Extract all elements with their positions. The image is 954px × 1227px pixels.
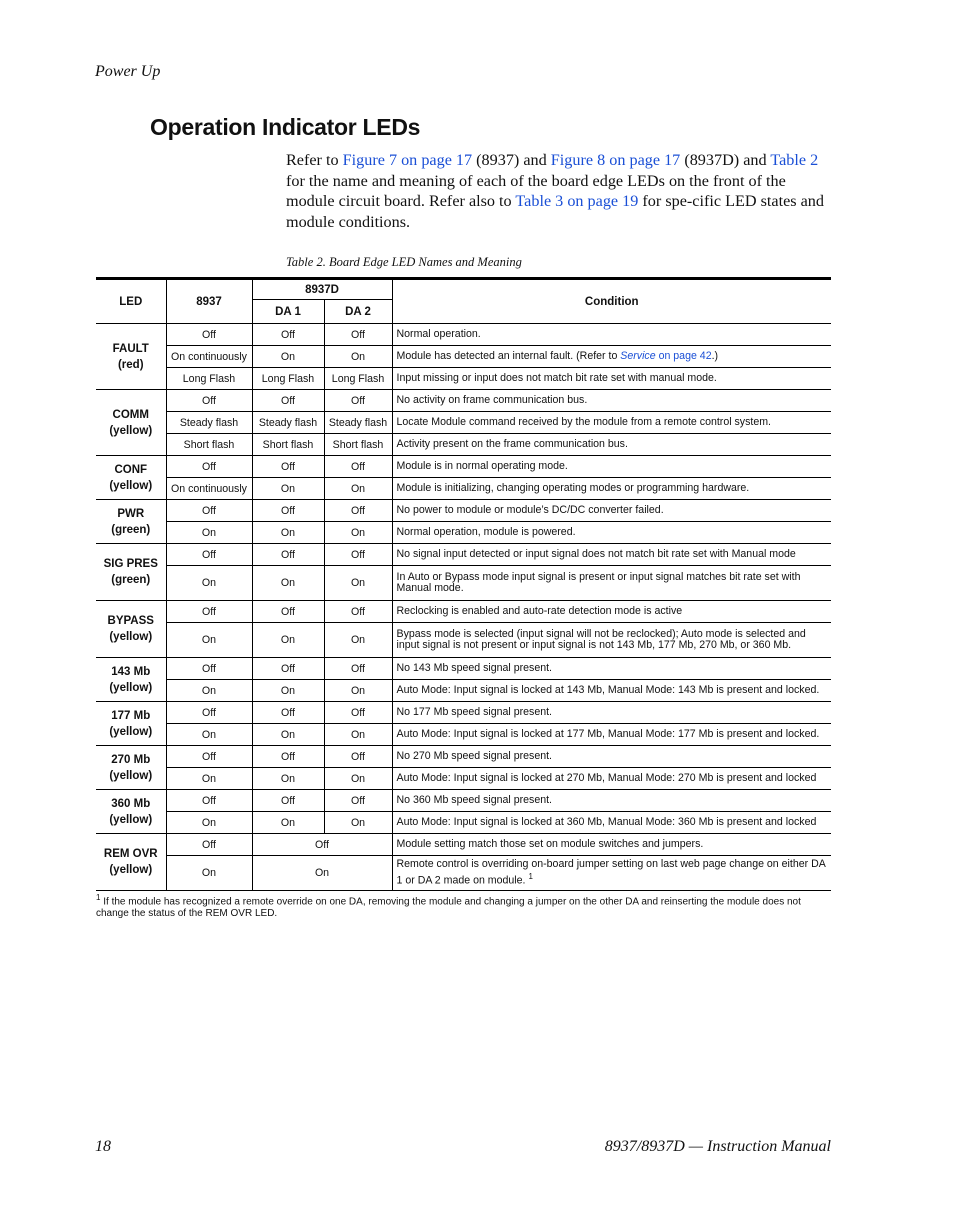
state-da1: Off [252,544,324,566]
led-name: COMM [112,408,149,421]
state-da2: Off [324,746,392,768]
led-name: 360 Mb [111,797,151,810]
condition-text: Locate Module command received by the module from a remote control system. [396,415,772,428]
table-row [96,324,831,346]
condition-cell [392,790,831,812]
state-8937: On [166,623,252,658]
table-row [96,812,831,834]
led-name-cell [96,544,166,601]
table-row [96,658,831,680]
state-da1: Long Flash [252,368,324,390]
led-name-cell [96,456,166,500]
state-da1: Steady flash [252,412,324,434]
state-8937: Long Flash [166,368,252,390]
condition-cell [392,724,831,746]
link-figure-8[interactable]: Figure 8 on page 17 [550,151,681,169]
condition-text: Module has detected an internal fault. (Refer to [396,349,621,362]
section-title: Operation Indicator LEDs [150,114,421,140]
state-8937: On continuously [166,346,252,368]
condition-text: Input missing or input does not match bit rate set with manual mode. [396,371,717,384]
state-da1: On [252,478,324,500]
condition-cell [392,544,831,566]
condition-text: Auto Mode: Input signal is locked at 360 Mb, Manual Mode: 360 Mb is present and locked [396,815,817,828]
condition-cell [392,680,831,702]
intro-paragraph [286,150,831,232]
table-row [96,724,831,746]
condition-text: Module setting match those set on module switches and jumpers. [396,837,704,850]
condition-cell [392,522,831,544]
state-8937: Off [166,601,252,623]
condition-cell [392,478,831,500]
led-color: (yellow) [109,479,153,492]
footnote [96,892,831,920]
table-row [96,500,831,522]
table-row [96,601,831,623]
led-name: FAULT [112,342,149,355]
condition-cell [392,623,831,658]
led-color: (green) [111,523,151,536]
condition-cell [392,812,831,834]
table-row [96,368,831,390]
condition-text: No 143 Mb speed signal present. [396,661,552,674]
state-da1: Short flash [252,434,324,456]
intro-text-5: for spe-cific LED states and module conditions. [286,192,824,231]
led-name-cell [96,790,166,834]
table-row [96,623,831,658]
state-da2: Long Flash [324,368,392,390]
led-name-cell [96,601,166,658]
condition-text: In Auto or Bypass mode input signal is present or input signal matches bit rate set with Manual mode. [396,570,801,594]
state-8937: On [166,724,252,746]
state-8937: Off [166,390,252,412]
table-row [96,566,831,601]
state-8937: Off [166,500,252,522]
condition-cell [392,746,831,768]
header-condition: Condition [392,279,831,324]
led-name: 177 Mb [111,709,151,722]
link-page-42[interactable]: on page 42 [655,349,712,362]
table-row [96,680,831,702]
state-da2: Off [324,790,392,812]
led-name-cell [96,702,166,746]
state-8937: On [166,522,252,544]
state-da2: On [324,346,392,368]
led-color: (yellow) [109,725,153,738]
state-da2: On [324,812,392,834]
state-da2: Off [324,456,392,478]
state-da2: Steady flash [324,412,392,434]
state-8937: Off [166,658,252,680]
led-name-cell [96,834,166,891]
condition-text: Auto Mode: Input signal is locked at 270 Mb, Manual Mode: 270 Mb is present and locked [396,771,817,784]
state-da2: On [324,724,392,746]
link-figure-7[interactable]: Figure 7 on page 17 [342,151,473,169]
condition-cell [392,368,831,390]
led-name-cell [96,658,166,702]
condition-cell [392,346,831,368]
condition-text: Auto Mode: Input signal is locked at 177 Mb, Manual Mode: 177 Mb is present and locked. [396,727,820,740]
manual-title: 8937/8937D — Instruction Manual [604,1138,831,1155]
state-8937: Off [166,746,252,768]
condition-text: Activity present on the frame communication bus. [396,437,628,450]
state-da2: On [324,566,392,601]
state-8937: On [166,566,252,601]
page-number: 18 [95,1138,111,1155]
intro-text-3: (8937D) and [680,151,771,169]
state-da1: On [252,724,324,746]
state-da1: On [252,623,324,658]
led-color: (yellow) [109,864,153,876]
led-name: SIG PRES [103,558,158,570]
state-8937: Off [166,790,252,812]
table-row [96,746,831,768]
state-8937: On [166,768,252,790]
state-8937: On continuously [166,478,252,500]
condition-cell [392,702,831,724]
state-da1: On [252,566,324,601]
condition-cell [392,324,831,346]
table-row [96,412,831,434]
intro-text-2: (8937) and [472,151,551,169]
condition-cell [392,658,831,680]
header-da1: DA 1 [252,300,324,324]
state-8937: On [166,812,252,834]
state-da2: On [324,522,392,544]
condition-text: No 177 Mb speed signal present. [396,705,552,718]
state-8937: Off [166,456,252,478]
led-name: BYPASS [107,615,154,627]
state-da1: On [252,812,324,834]
state-da2: Off [324,324,392,346]
table-row [96,702,831,724]
state-da1: On [252,680,324,702]
state-da2: Off [324,601,392,623]
led-color: (yellow) [109,681,153,694]
state-da1: Off [252,456,324,478]
header-8937d: 8937D [252,279,392,300]
condition-cell [392,456,831,478]
condition-text-end: .) [711,349,719,362]
led-name-cell [96,324,166,390]
condition-text: Auto Mode: Input signal is locked at 143 Mb, Manual Mode: 143 Mb is present and locked. [396,683,820,696]
state-da2: Off [324,544,392,566]
state-da2: Off [324,500,392,522]
led-name: CONF [114,463,148,476]
table-caption: Table 2. Board Edge LED Names and Meaning [286,255,522,269]
condition-cell [392,834,831,856]
state-8937: Off [166,834,252,856]
condition-text: Module is initializing, changing operating modes or programming hardware. [396,481,750,494]
state-da1: Off [252,658,324,680]
state-da2: On [324,680,392,702]
table-row [96,768,831,790]
header-8937: 8937 [166,279,252,324]
state-da2: On [324,623,392,658]
condition-cell [392,856,831,891]
intro-text-1: Refer to [286,151,343,169]
table-row [96,544,831,566]
led-name: 270 Mb [111,753,151,766]
state-da1: Off [252,702,324,724]
state-da2: On [324,478,392,500]
condition-text: Reclocking is enabled and auto-rate detection mode is active [396,604,683,617]
led-color: (red) [117,358,144,371]
state-8937: Steady flash [166,412,252,434]
state-da2: On [324,768,392,790]
state-8937d: Off [252,834,392,856]
state-8937: On [166,680,252,702]
condition-cell [392,434,831,456]
condition-cell [392,500,831,522]
table-row [96,456,831,478]
condition-text: No 360 Mb speed signal present. [396,793,552,806]
led-name: REM OVR [103,848,158,860]
state-da1: On [252,346,324,368]
state-8937: Off [166,544,252,566]
state-8937: Off [166,702,252,724]
state-8937: Short flash [166,434,252,456]
footnote-marker: 1 [96,893,101,902]
state-da1: Off [252,790,324,812]
led-name: 143 Mb [111,665,151,678]
state-8937: On [166,856,252,891]
led-color: (yellow) [109,769,153,782]
condition-cell [392,566,831,601]
table-row [96,834,831,856]
led-name: PWR [117,507,145,520]
table-row [96,478,831,500]
state-da2: Off [324,658,392,680]
condition-cell [392,768,831,790]
state-da1: Off [252,601,324,623]
condition-text: Remote control is overriding on-board jumper setting on last web page change on either DA 1 or DA 2 made on module. [396,858,826,887]
link-table-3[interactable]: Table 3 on page 19 [515,192,639,210]
table-row [96,346,831,368]
state-8937: Off [166,324,252,346]
intro-text-4: for the name and meaning of each of the board edge LEDs on the front of the module circuit board. Refer also to [286,171,786,210]
condition-text: No power to module or module’s DC/DC converter failed. [396,503,664,516]
table-row [96,522,831,544]
footnote-text: If the module has recognized a remote override on one DA, removing the module and changing a jumper on the other DA and reinserting the module does not change the status of the REM OVR LED. [96,896,801,920]
condition-cell [392,390,831,412]
led-name-cell [96,500,166,544]
led-color: (yellow) [109,813,153,826]
running-head: Power Up [95,63,161,80]
led-color: (yellow) [109,631,153,643]
condition-text: No activity on frame communication bus. [396,393,588,406]
condition-cell [392,601,831,623]
led-name-cell [96,390,166,456]
condition-cell [392,412,831,434]
condition-text: No signal input detected or input signal does not match bit rate set with Manual mode [396,547,796,560]
state-da1: On [252,768,324,790]
table-row [96,856,831,891]
link-table-2[interactable]: Table 2 [770,151,819,169]
state-da1: Off [252,746,324,768]
state-8937d: On [252,856,392,891]
footnote-ref: 1 [528,871,533,881]
state-da2: Off [324,702,392,724]
table-row [96,434,831,456]
condition-text: Normal operation, module is powered. [396,525,576,538]
condition-text: Normal operation. [396,327,481,340]
condition-text: Module is in normal operating mode. [396,459,568,472]
state-da1: Off [252,390,324,412]
header-led: LED [96,279,166,324]
state-da2: Short flash [324,434,392,456]
led-color: (green) [111,574,151,586]
link-service[interactable]: Service [620,349,656,362]
table-row [96,790,831,812]
led-name-cell [96,746,166,790]
state-da2: Off [324,390,392,412]
condition-text: Bypass mode is selected (input signal will not be reclocked); Auto mode is selected and input signal is not present or input signal is not 143 Mb, 177 Mb, 270 Mb, or 360 Mb. [396,627,806,651]
state-da1: Off [252,324,324,346]
state-da1: On [252,522,324,544]
header-da2: DA 2 [324,300,392,324]
led-color: (yellow) [109,424,153,437]
state-da1: Off [252,500,324,522]
table-row [96,390,831,412]
led-table [96,277,831,891]
condition-text: No 270 Mb speed signal present. [396,749,552,762]
